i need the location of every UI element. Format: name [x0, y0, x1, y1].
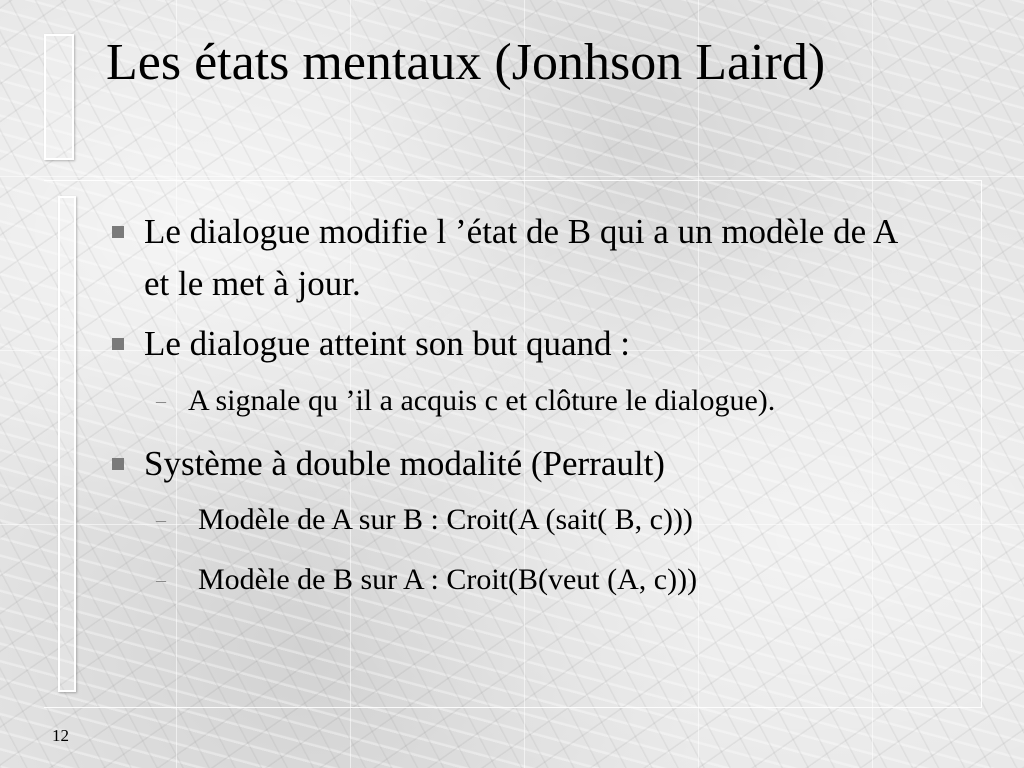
sub-bullet-item [106, 498, 926, 542]
slide-content [106, 206, 926, 618]
bullet-item [106, 206, 926, 310]
bullet-text: Le dialogue modifie l ’état de B qui a un modèle de A et le met à jour. [144, 212, 897, 303]
dash-bullet-icon: – [156, 509, 166, 531]
body-accent-bar [58, 196, 76, 692]
slide-number: 12 [52, 726, 69, 745]
bullet-item [106, 318, 926, 370]
sub-bullet-text: A signale qu ’il a acquis c et clôture le dialogue). [188, 384, 776, 417]
bullet-text: Le dialogue atteint son but quand : [144, 324, 631, 363]
dash-bullet-icon: – [156, 390, 166, 412]
title-accent-bar [44, 34, 74, 160]
sub-bullet-text: Modèle de B sur A : Croit(B(veut (A, c))) [198, 563, 698, 596]
dash-bullet-icon: – [156, 569, 166, 591]
bullet-text: Système à double modalité (Perrault) [144, 444, 665, 483]
square-bullet-icon [112, 226, 124, 238]
sub-bullet-item [106, 378, 926, 424]
square-bullet-icon [112, 338, 124, 350]
grid-line [0, 176, 1024, 177]
square-bullet-icon [112, 458, 124, 470]
bullet-item [106, 438, 926, 490]
slide-title: Les états mentaux (Jonhson Laird) [106, 34, 826, 91]
sub-bullet-item [106, 558, 926, 602]
sub-bullet-text: Modèle de A sur B : Croit(A (sait( B, c))) [198, 503, 693, 536]
